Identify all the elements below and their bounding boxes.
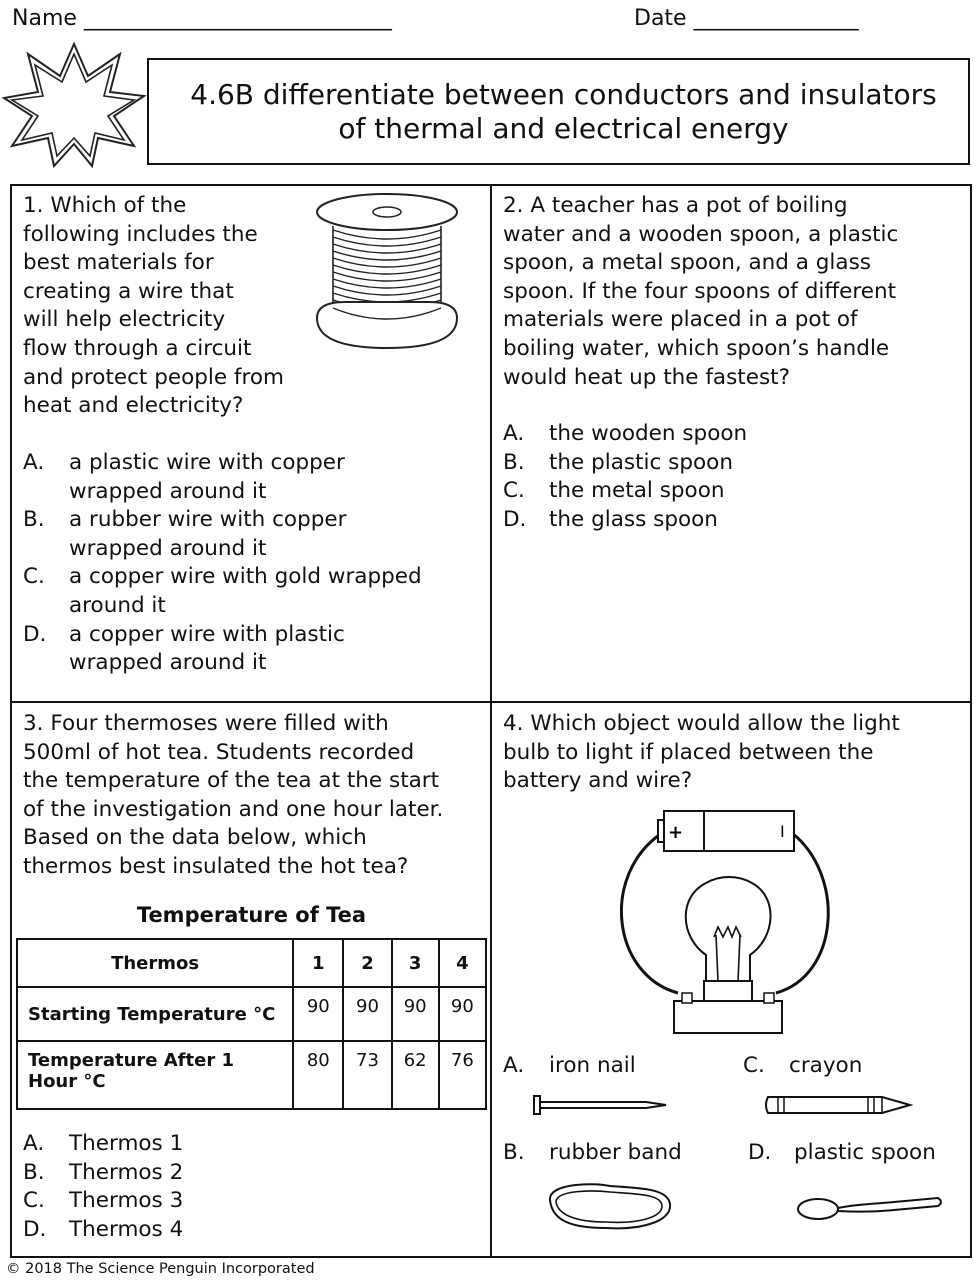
copyright-footer: © 2018 The Science Penguin Incorporated: [6, 1261, 315, 1277]
row-label: Starting Temperature °C: [17, 987, 293, 1041]
option-c[interactable]: [743, 1052, 862, 1081]
option-letter: A.: [503, 421, 525, 446]
grid-right-border: [970, 184, 972, 1258]
temperature-table: [16, 938, 487, 1110]
table-header-cell: 3: [392, 939, 439, 987]
option-text: the metal spoon: [549, 478, 725, 504]
option-letter: B.: [503, 449, 525, 475]
table-header-cell: Thermos: [17, 939, 293, 987]
option-a[interactable]: [503, 420, 963, 449]
option-b[interactable]: [23, 1159, 483, 1188]
circuit-wire-right: [776, 833, 828, 993]
option-a[interactable]: [503, 1052, 636, 1081]
circuit-wire-left: [621, 833, 678, 993]
option-d[interactable]: [23, 1216, 483, 1245]
title-line-2: of thermal and electrical energy: [338, 111, 789, 145]
option-b[interactable]: [503, 449, 963, 478]
table-header-row: [17, 939, 486, 987]
option-text: the wooden spoon: [549, 421, 748, 446]
option-letter: A.: [23, 450, 45, 475]
option-text: a plastic wire with copper wrapped around it: [69, 450, 345, 504]
wire-spool-image: [305, 190, 470, 365]
table-cell: 90: [439, 987, 486, 1041]
option-text: a copper wire with gold wrapped around it: [69, 564, 422, 618]
question-1-options: [23, 449, 483, 678]
question-3-options: [23, 1130, 483, 1244]
table-row: [17, 1041, 486, 1109]
option-letter: D.: [748, 1140, 772, 1165]
grid-left-border: [10, 184, 12, 1258]
plastic-spoon-icon: [794, 1192, 946, 1224]
option-text: Thermos 4: [69, 1216, 184, 1242]
battery-icon: [658, 811, 794, 851]
name-field-label: Name ____________________________: [12, 6, 392, 31]
option-text: Thermos 1: [69, 1131, 184, 1156]
title-line-1: 4.6B differentiate between conductors and insulators: [190, 77, 937, 111]
table-cell: 90: [293, 987, 343, 1041]
table-cell: 80: [293, 1041, 343, 1109]
row-label: Temperature After 1 Hour °C: [17, 1041, 293, 1109]
grid-center-divider: [490, 184, 492, 1258]
option-letter: C.: [503, 478, 525, 504]
option-c[interactable]: [23, 563, 483, 620]
table-cell: 76: [439, 1041, 486, 1109]
circuit-diagram: [620, 805, 835, 1037]
option-b[interactable]: [23, 506, 483, 563]
table-header-cell: 1: [293, 939, 343, 987]
battery-minus-label: I: [780, 822, 785, 841]
option-text: Thermos 3: [69, 1188, 184, 1214]
option-letter: B.: [503, 1140, 525, 1165]
option-letter: C.: [23, 564, 45, 590]
option-text: plastic spoon: [794, 1140, 936, 1165]
option-text: crayon: [789, 1053, 863, 1078]
option-letter: B.: [23, 507, 45, 533]
question-2-options: [503, 420, 963, 534]
option-a[interactable]: [23, 1130, 483, 1159]
question-3-text: 3. Four thermoses were filled with 500ml of hot tea. Students recorded the temperature of the tea at the start of the investigation and one hour later. Based on the data below, which thermos best insulated the hot tea?: [23, 711, 444, 879]
option-letter: D.: [23, 1216, 47, 1242]
option-b[interactable]: [503, 1139, 682, 1168]
option-d[interactable]: [23, 621, 483, 678]
date-field-label: Date _______________: [634, 6, 859, 31]
star-icon: [2, 40, 147, 168]
question-1-text: 1. Which of the following includes the best materials for creating a wire that will help electricity flow through a circuit and protect people from heat and electricity?: [23, 193, 284, 419]
standard-title: [147, 58, 970, 165]
option-letter: A.: [23, 1131, 45, 1156]
option-text: a rubber wire with copper wrapped around it: [69, 507, 347, 561]
option-letter: D.: [503, 506, 527, 532]
iron-nail-icon: [530, 1092, 670, 1118]
table-title: Temperature of Tea: [136, 903, 367, 927]
option-letter: A.: [503, 1053, 525, 1078]
option-text: Thermos 2: [69, 1159, 184, 1185]
option-text: a copper wire with plastic wrapped around it: [69, 621, 345, 676]
table-cell: 90: [343, 987, 391, 1041]
table-cell: 62: [392, 1041, 439, 1109]
question-4-text: 4. Which object would allow the light bulb to light if placed between the battery and wire?: [503, 711, 900, 794]
option-text: iron nail: [549, 1053, 636, 1078]
option-a[interactable]: [23, 449, 483, 506]
rubber-band-icon: [540, 1178, 676, 1236]
option-text: the plastic spoon: [549, 449, 733, 475]
option-letter: C.: [743, 1053, 765, 1078]
battery-plus-label: +: [668, 822, 684, 843]
table-header-cell: 2: [343, 939, 391, 987]
option-letter: B.: [23, 1159, 45, 1185]
question-2-text: 2. A teacher has a pot of boiling water and a wooden spoon, a plastic spoon, a metal spoon, and a glass spoon. If the four spoons of different materials were placed in a pot of boiling water, which spoon’s handle would heat up the fastest?: [503, 193, 899, 390]
option-letter: D.: [23, 621, 47, 647]
table-header-cell: 4: [439, 939, 486, 987]
table-cell: 90: [392, 987, 439, 1041]
table-cell: 73: [343, 1041, 391, 1109]
option-letter: C.: [23, 1188, 45, 1214]
option-c[interactable]: [503, 477, 963, 506]
option-text: rubber band: [549, 1140, 682, 1165]
light-bulb-icon: [674, 877, 782, 1033]
table-row: [17, 987, 486, 1041]
option-text: the glass spoon: [549, 506, 718, 532]
option-d[interactable]: [748, 1139, 936, 1168]
crayon-icon: [762, 1092, 914, 1118]
option-d[interactable]: [503, 506, 963, 535]
option-c[interactable]: [23, 1187, 483, 1216]
